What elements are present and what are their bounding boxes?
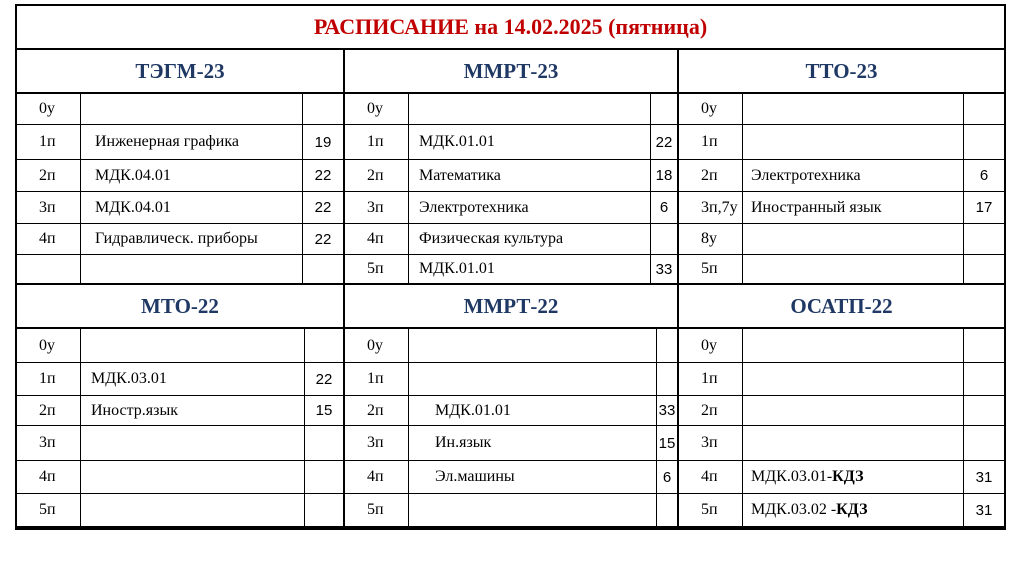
group-cell — [679, 160, 1004, 191]
subject-cell — [743, 461, 964, 493]
room-number — [964, 363, 1004, 395]
subject-cell — [409, 255, 651, 283]
subject-cell — [81, 363, 305, 395]
lesson-slot: 2п — [679, 160, 743, 191]
lesson-slot: 0у — [345, 329, 409, 362]
group-cell — [17, 461, 345, 493]
group-cell — [17, 329, 345, 362]
lesson-slot: 0у — [17, 329, 81, 362]
subject-text: МДК.03.02 - — [751, 501, 837, 518]
group-cell — [17, 125, 345, 159]
subject-text: Электротехника — [419, 198, 529, 216]
group-name-mto-22: МТО-22 — [17, 285, 345, 327]
room-number — [657, 329, 679, 362]
group-name-tegm-23: ТЭГМ-23 — [17, 50, 345, 92]
subject-cell — [743, 329, 964, 362]
room-number — [964, 94, 1004, 124]
subject-cell — [743, 160, 964, 191]
room-number — [305, 329, 345, 362]
group-name-tto-23: ТТО-23 — [805, 58, 878, 83]
lesson-slot: 4п — [17, 224, 81, 254]
group-cell — [17, 494, 345, 526]
lesson-slot: 2п — [345, 160, 409, 191]
subject-cell — [743, 125, 964, 159]
table-row — [17, 329, 1004, 363]
schedule-sheet — [15, 4, 1006, 530]
lesson-slot: 3п — [679, 426, 743, 460]
group-name-osatp-22: ОСАТП-22 — [790, 293, 893, 318]
table-row — [17, 125, 1004, 160]
room-number: 18 — [651, 160, 679, 191]
subject-cell — [81, 255, 303, 283]
lesson-slot: 2п — [17, 396, 81, 425]
room-number — [657, 494, 679, 526]
lesson-slot: 5п — [679, 494, 743, 526]
room-number — [964, 125, 1004, 159]
subject-cell — [409, 461, 657, 493]
room-number: 15 — [657, 426, 679, 460]
room-number — [964, 426, 1004, 460]
group-cell — [679, 94, 1004, 124]
group-name-mmrt-23: ММРТ-23 — [345, 50, 679, 92]
subject-cell — [409, 94, 651, 124]
lesson-slot: 3п — [17, 426, 81, 460]
room-number — [651, 224, 679, 254]
group-cell — [345, 255, 679, 283]
group-cell — [345, 494, 679, 526]
subject-cell — [409, 224, 651, 254]
room-number: 22 — [303, 192, 345, 223]
lesson-slot: 3п,7у — [679, 192, 743, 223]
group-cell — [345, 426, 679, 460]
group-name-mmrt-22: ММРТ-22 — [345, 285, 679, 327]
lesson-slot: 2п — [345, 396, 409, 425]
group-cell — [345, 192, 679, 223]
room-number — [964, 396, 1004, 425]
subject-cell — [743, 94, 964, 124]
room-number: 31 — [975, 468, 993, 486]
room-number: 6 — [657, 461, 679, 493]
room-number — [964, 224, 1004, 254]
lesson-slot: 1п — [345, 363, 409, 395]
room-number — [305, 461, 345, 493]
lesson-slot: 4п — [345, 224, 409, 254]
subject-cell — [409, 426, 657, 460]
lesson-slot: 4п — [345, 461, 409, 493]
room-number — [303, 255, 345, 283]
subject-cell — [743, 192, 964, 223]
subject-text: Физическая культура — [419, 230, 564, 247]
subject-cell — [81, 461, 305, 493]
group-cell — [679, 494, 1004, 526]
room-number — [305, 494, 345, 526]
subject-cell — [409, 329, 657, 362]
subject-cell — [409, 125, 651, 159]
group-cell — [679, 426, 1004, 460]
group-cell — [345, 94, 679, 124]
lesson-slot — [17, 255, 81, 283]
subject-text: Электротехника — [751, 166, 861, 184]
table-row — [17, 192, 1004, 224]
group-cell — [345, 461, 679, 493]
room-number: 31 — [975, 501, 993, 519]
room-number: 22 — [303, 160, 345, 191]
group-cell — [17, 396, 345, 425]
group-header-row — [17, 285, 1004, 329]
subject-text: Инженерная графика — [95, 133, 239, 150]
subject-cell — [81, 192, 303, 223]
group-cell — [679, 363, 1004, 395]
group-cell — [17, 192, 345, 223]
subject-cell — [743, 224, 964, 254]
subject-text: Ин.язык — [435, 434, 492, 451]
subject-text: Гидравлическ. приборы — [95, 230, 258, 247]
room-number — [305, 426, 345, 460]
lesson-slot: 1п — [17, 125, 81, 159]
group-cell — [679, 255, 1004, 283]
room-number: 22 — [303, 224, 345, 254]
subject-text: Математика — [419, 166, 501, 184]
subject-cell — [409, 160, 651, 191]
table-row — [17, 494, 1004, 528]
subject-cell — [81, 94, 303, 124]
subject-text: МДК.03.01- — [751, 468, 833, 485]
group-cell — [679, 192, 1004, 223]
page-title: РАСПИСАНИЕ на 14.02.2025 (пятница) — [17, 6, 1004, 50]
subject-cell — [409, 396, 657, 425]
group-cell — [17, 255, 345, 283]
table-row — [17, 461, 1004, 494]
room-number — [964, 255, 1004, 283]
group-header-row — [17, 50, 1004, 94]
subject-cell — [81, 396, 305, 425]
room-number: 15 — [305, 396, 345, 425]
kdz-label: КДЗ — [836, 501, 868, 518]
subject-text: МДК.04.01 — [95, 198, 171, 216]
subject-cell — [81, 125, 303, 159]
group-cell — [17, 160, 345, 191]
lesson-slot: 1п — [17, 363, 81, 395]
subject-cell — [743, 255, 964, 283]
lesson-slot: 1п — [345, 125, 409, 159]
room-number — [303, 94, 345, 124]
subject-text: Иностр.язык — [91, 401, 179, 419]
room-number: 22 — [305, 363, 345, 395]
room-number: 22 — [651, 125, 679, 159]
lesson-slot: 2п — [679, 396, 743, 425]
subject-cell — [743, 363, 964, 395]
lesson-slot: 1п — [679, 363, 743, 395]
subject-cell — [409, 494, 657, 526]
subject-cell — [409, 363, 657, 395]
group-cell — [679, 224, 1004, 254]
subject-text: Эл.машины — [435, 468, 515, 485]
group-cell — [17, 224, 345, 254]
group-cell — [345, 329, 679, 362]
group-cell — [345, 224, 679, 254]
table-row — [17, 363, 1004, 396]
group-cell — [17, 426, 345, 460]
subject-text: МДК.01.01 — [419, 133, 495, 150]
subject-cell — [81, 329, 305, 362]
lesson-slot: 5п — [345, 494, 409, 526]
subject-cell — [743, 494, 964, 526]
lesson-slot: 5п — [345, 255, 409, 283]
room-number — [657, 363, 679, 395]
lesson-slot: 3п — [17, 192, 81, 223]
subject-cell — [81, 160, 303, 191]
schedule-block-1 — [17, 94, 1004, 285]
lesson-slot: 4п — [679, 461, 743, 493]
room-number — [964, 329, 1004, 362]
subject-cell — [743, 396, 964, 425]
table-row — [17, 255, 1004, 285]
room-number: 33 — [657, 396, 679, 425]
lesson-slot: 3п — [345, 192, 409, 223]
group-cell — [679, 396, 1004, 425]
table-row — [17, 396, 1004, 426]
group-cell — [679, 125, 1004, 159]
schedule-block-2 — [17, 329, 1004, 528]
subject-text: МДК.03.01 — [91, 370, 167, 387]
lesson-slot: 3п — [345, 426, 409, 460]
lesson-slot: 5п — [17, 494, 81, 526]
room-number: 6 — [651, 192, 679, 223]
subject-cell — [81, 426, 305, 460]
table-row — [17, 94, 1004, 125]
subject-text: МДК.01.01 — [435, 401, 511, 419]
group-cell — [345, 363, 679, 395]
lesson-slot: 0у — [17, 94, 81, 124]
room-number: 33 — [651, 255, 679, 283]
room-number — [651, 94, 679, 124]
lesson-slot: 1п — [679, 125, 743, 159]
group-cell — [345, 396, 679, 425]
subject-text: МДК.04.01 — [95, 166, 171, 184]
room-number: 19 — [303, 125, 345, 159]
room-number: 6 — [979, 167, 989, 184]
table-row — [17, 426, 1004, 461]
group-cell — [345, 125, 679, 159]
subject-cell — [81, 224, 303, 254]
lesson-slot: 0у — [345, 94, 409, 124]
kdz-label: КДЗ — [832, 468, 864, 485]
subject-cell — [743, 426, 964, 460]
lesson-slot: 0у — [679, 329, 743, 362]
lesson-slot: 8у — [679, 224, 743, 254]
subject-text: МДК.01.01 — [419, 260, 495, 277]
lesson-slot: 4п — [17, 461, 81, 493]
lesson-slot: 2п — [17, 160, 81, 191]
subject-cell — [81, 494, 305, 526]
lesson-slot: 0у — [679, 94, 743, 124]
room-number: 17 — [975, 199, 993, 216]
subject-text: Иностранный язык — [751, 198, 882, 216]
table-row — [17, 224, 1004, 255]
group-cell — [17, 94, 345, 124]
group-cell — [679, 329, 1004, 362]
subject-cell — [409, 192, 651, 223]
group-cell — [679, 461, 1004, 493]
table-row — [17, 160, 1004, 192]
group-cell — [17, 363, 345, 395]
group-cell — [345, 160, 679, 191]
lesson-slot: 5п — [679, 255, 743, 283]
